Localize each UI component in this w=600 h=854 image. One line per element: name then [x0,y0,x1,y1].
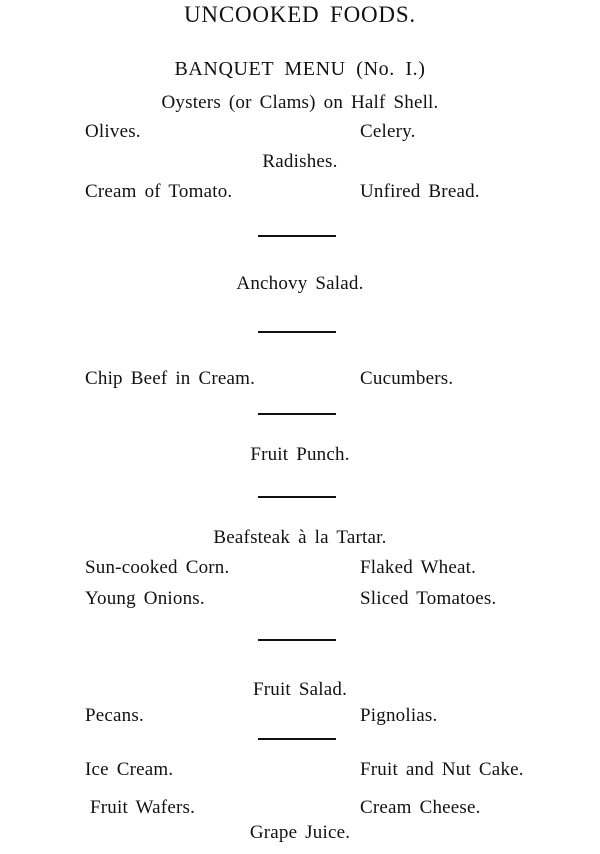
menu-item-young-onions: Young Onions. [85,588,205,609]
course-divider [258,639,336,641]
menu-item-cucumbers: Cucumbers. [360,368,454,389]
menu-item-sun-cooked-corn: Sun-cooked Corn. [85,557,230,578]
course-divider [258,331,336,333]
menu-item-fruit-punch: Fruit Punch. [250,444,350,465]
menu-item-pecans: Pecans. [85,705,144,726]
menu-item-pignolias: Pignolias. [360,705,438,726]
menu-item-oysters: Oysters (or Clams) on Half Shell. [161,92,439,113]
menu-item-cream-cheese: Cream Cheese. [360,797,481,818]
menu-item-sliced-tomatoes: Sliced Tomatoes. [360,588,497,609]
menu-item-fruit-salad: Fruit Salad. [252,679,348,700]
menu-item-flaked-wheat: Flaked Wheat. [360,557,477,578]
menu-item-anchovy-salad: Anchovy Salad. [236,273,364,294]
menu-item-fruit-wafers: Fruit Wafers. [90,797,196,818]
menu-item-celery: Celery. [360,121,416,142]
course-divider [258,496,336,498]
course-divider [258,413,336,415]
menu-item-cream-of-tomato: Cream of Tomato. [85,181,233,202]
course-divider [258,235,336,237]
menu-item-chip-beef: Chip Beef in Cream. [85,368,256,389]
menu-item-ice-cream: Ice Cream. [85,759,174,780]
menu-item-olives: Olives. [85,121,141,142]
menu-heading: BANQUET MENU (No. I.) [174,58,426,80]
menu-item-grape-juice: Grape Juice. [249,822,351,843]
menu-item-beafsteak: Beafsteak à la Tartar. [213,527,387,548]
menu-item-fruit-nut-cake: Fruit and Nut Cake. [360,759,524,780]
menu-item-radishes: Radishes. [262,151,338,172]
menu-item-unfired-bread: Unfired Bread. [360,181,480,202]
course-divider [258,738,336,740]
page-title: UNCOOKED FOODS. [184,2,416,27]
